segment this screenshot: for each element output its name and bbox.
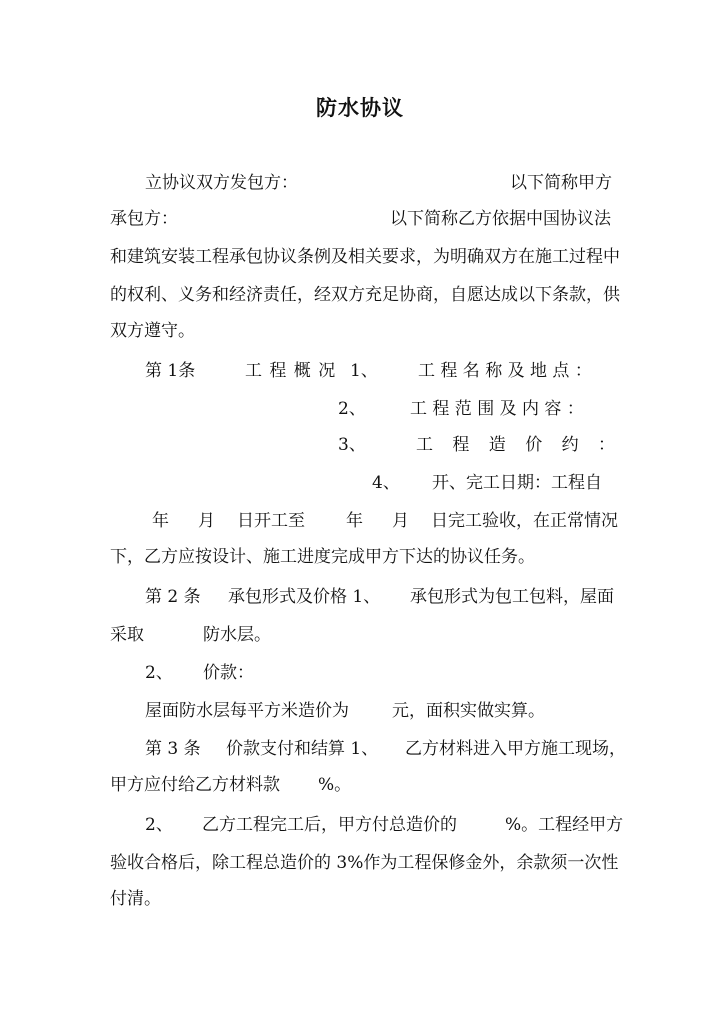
text-line: [0, 354, 720, 388]
text-segment: 验收合格后，除工程总造价的 3%作为工程保修金外，余款须一次性: [110, 853, 619, 873]
text-segment: 第 3 条: [145, 739, 201, 759]
text-segment: 3、: [338, 435, 366, 455]
text-line: [0, 314, 720, 348]
text-segment: 的权利、义务和经济责任，经双方充足协商，自愿达成以下条款，供: [110, 285, 620, 305]
document-title: 防水协议: [316, 95, 404, 120]
text-segment: 以下简称乙方依据中国协议法: [390, 209, 611, 229]
text-line: [0, 466, 720, 500]
text-segment: 工 程 概 况: [245, 361, 337, 381]
text-segment: 工 程 范 围 及 内 容 ：: [410, 399, 584, 419]
text-segment: 日完工验收，在正常情况: [431, 511, 618, 531]
text-line: [0, 694, 720, 728]
text-line: [0, 618, 720, 652]
text-line: [0, 846, 720, 880]
text-segment: 开、完工日期：工程自: [432, 473, 602, 493]
text-segment: %。: [318, 775, 352, 795]
text-segment: 付清。: [110, 889, 161, 909]
text-segment: 下，乙方应按设计、施工进度完成甲方下达的协议任务。: [110, 547, 535, 567]
text-segment: 承包方：: [110, 209, 178, 229]
text-segment: 月: [198, 511, 215, 531]
text-line: [0, 504, 720, 538]
text-segment: 价款：: [203, 663, 254, 683]
text-line: [0, 166, 720, 200]
text-line: [0, 656, 720, 690]
text-line: [0, 732, 720, 766]
text-segment: 甲方应付给乙方材料款: [110, 775, 280, 795]
text-segment: 和建筑安装工程承包协议条例及相关要求，为明确双方在施工过程中: [110, 247, 620, 267]
text-segment: 2、: [145, 815, 173, 835]
text-segment: 价款支付和结算 1、: [226, 739, 379, 759]
text-segment: 年: [152, 511, 169, 531]
text-segment: 4、: [372, 473, 400, 493]
text-line: [0, 808, 720, 842]
text-segment: 采取: [110, 625, 144, 645]
text-line: [0, 540, 720, 574]
text-segment: 元，面积实做实算。: [392, 701, 545, 721]
text-segment: 工 程 造 价 约 ：: [416, 435, 616, 455]
text-segment: 防水层。: [203, 625, 271, 645]
text-line: [0, 392, 720, 426]
text-segment: 乙方工程完工后，甲方付总造价的: [202, 815, 457, 835]
text-segment: 月: [392, 511, 409, 531]
text-line: [0, 768, 720, 802]
text-segment: 屋面防水层每平方米造价为: [145, 701, 349, 721]
text-segment: 2、: [338, 399, 366, 419]
text-line: [0, 240, 720, 274]
text-segment: 承包形式为包工包料，屋面: [410, 587, 614, 607]
text-segment: 第 1条: [145, 361, 196, 381]
text-segment: 日开工至: [237, 511, 305, 531]
text-segment: 立协议双方发包方：: [145, 173, 298, 193]
text-line: [0, 580, 720, 614]
text-segment: 年: [346, 511, 363, 531]
text-segment: 1、: [350, 361, 378, 381]
text-segment: 乙方材料进入甲方施工现场，: [405, 739, 626, 759]
text-line: [0, 202, 720, 236]
text-segment: 以下简称甲方: [510, 173, 612, 193]
text-segment: 工 程 名 称 及 地 点 ：: [418, 361, 592, 381]
text-line: [0, 278, 720, 312]
text-segment: 第 2 条: [145, 587, 201, 607]
text-line: [0, 882, 720, 916]
text-segment: 2、: [145, 663, 173, 683]
text-segment: 承包形式及价格 1、: [228, 587, 381, 607]
text-segment: %。工程经甲方: [505, 815, 624, 835]
text-line: [0, 428, 720, 462]
text-segment: 双方遵守。: [110, 321, 195, 341]
